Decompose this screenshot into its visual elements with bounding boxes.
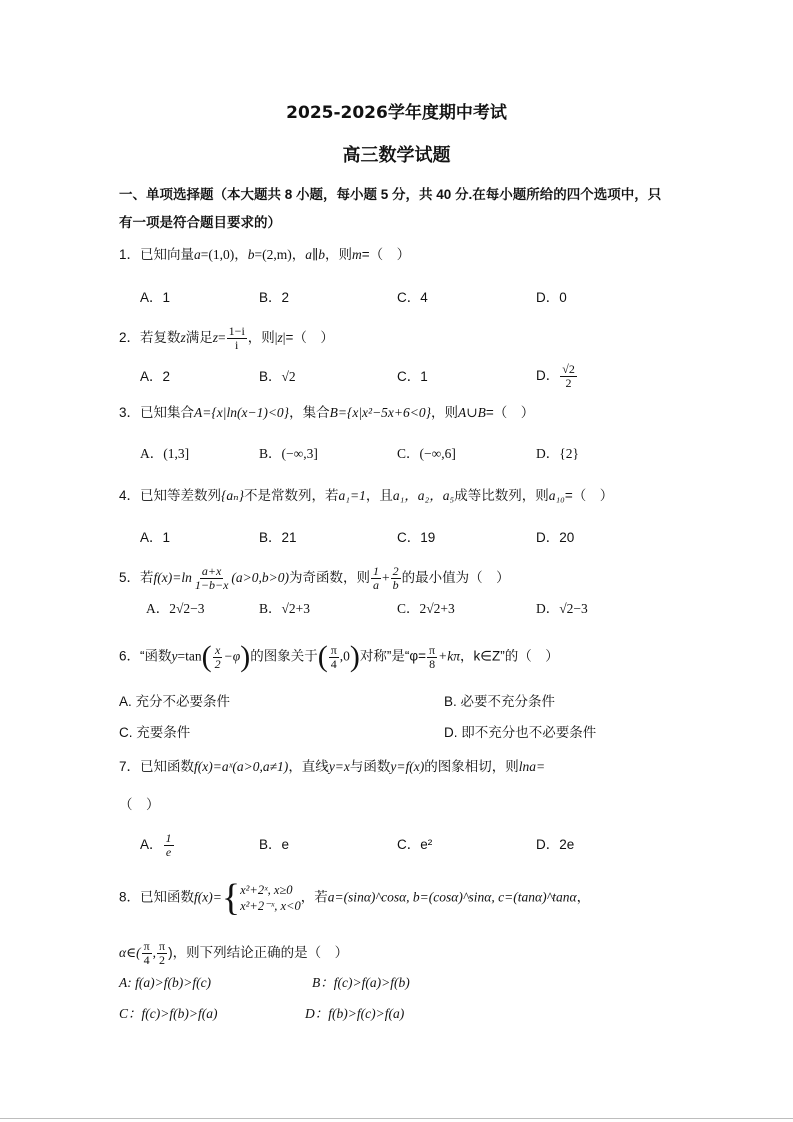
question-4: 4．已知等差数列{aₙ}不是常数列，若a₁=1，且a₁，a₂，a₅成等比数列，则a₁₀=（ ） [119,488,614,503]
q3-option-a[interactable]: A．(1,3] [140,446,190,461]
question-number: 4． [119,488,141,503]
question-1: 1．已知向量a=(1,0)，b=(2,m)，a∥b，则m=（ ） [119,247,411,262]
q4-option-b[interactable]: B．21 [259,530,297,545]
question-number: 8． [119,889,141,905]
section-heading-cont: 有一项是符合题目要求的） [119,215,281,230]
q5-option-d[interactable]: D．√2−3 [536,601,588,616]
q2-option-b[interactable]: B．√2 [259,369,296,384]
q7-option-b[interactable]: B．e [259,837,290,852]
question-8-cont: α∈( $\frac{\pi}{4}$ , $\frac{\pi}{2}$ )，则下列结论正确的是（ ） [119,939,349,967]
question-8: 8．已知函数f(x)={ x²+2ˣ, x≥0 x²+2⁻ˣ, x<0 ，若a=(sinα)^cosα, b=(cosα)^sinα, c=(tanα)^tanα， [119,877,591,919]
q2-option-a[interactable]: A．2 [140,369,171,384]
q6-option-d[interactable]: D. 即不充分也不必要条件 [444,725,597,740]
question-7-cont: （ ） [119,797,160,812]
question-number: 5． [119,570,141,586]
question-5: 5．若f(x)=ln $\frac{a+x}{1-b-x}$ (a>0,b>0)为奇函数，则 $\frac{1}{a}$ + $\frac{2}{b}$ 的最小值为（ ） [119,564,510,592]
q4-option-c[interactable]: C．19 [397,530,436,545]
question-7: 7．已知函数f(x)=aˣ(a>0,a≠1)，直线y=x与函数y=f(x)的图象相切，则lna= [119,759,546,774]
q8-option-c[interactable]: C：f(c)>f(b)>f(a) [119,1006,218,1021]
q2-option-d[interactable]: D． $\frac{√2}{2}$ [536,362,575,390]
q8-option-a[interactable]: A: f(a)>f(b)>f(c) [119,975,212,990]
question-6: 6．“函数y=tan( $\frac{x}{2}$ −φ)的图象关于( $\frac{\pi}{4}$ ,0)对称”是“φ= $\frac{\pi}{8}$ +kπ，k∈Z”的（ ） [119,640,559,673]
q8-option-b[interactable]: B：f(c)>f(a)>f(b) [312,975,410,990]
q1-option-c[interactable]: C．4 [397,290,428,305]
question-number: 3． [119,405,141,420]
q3-option-b[interactable]: B．(−∞,3] [259,446,318,461]
q8-option-d[interactable]: D：f(b)>f(c)>f(a) [305,1006,405,1021]
q5-option-c[interactable]: C．2√2+3 [397,601,455,616]
q7-option-d[interactable]: D．2e [536,837,575,852]
q7-option-c[interactable]: C．e² [397,837,433,852]
q6-option-c[interactable]: C. 充要条件 [119,725,191,740]
q2-option-c[interactable]: C．1 [397,369,428,384]
q3-option-d[interactable]: D．{2} [536,446,579,461]
section-heading: 一、单项选择题（本大题共 8 小题，每小题 5 分，共 40 分.在每小题所给的四个选项中，只 [119,187,662,202]
question-number: 7． [119,759,141,774]
q1-option-a[interactable]: A．1 [140,290,171,305]
page-bottom-divider [0,1118,793,1119]
question-number: 2． [119,330,141,346]
q4-option-d[interactable]: D．20 [536,530,575,545]
q6-option-a[interactable]: A. 充分不必要条件 [119,694,231,709]
exam-title: 2025-2026学年度期中考试 [286,103,507,123]
question-number: 6． [119,648,141,664]
q6-option-b[interactable]: B. 必要不充分条件 [444,694,556,709]
q7-option-a[interactable]: A． $\frac{1}{e}$ [140,831,172,859]
q4-option-a[interactable]: A．1 [140,530,171,545]
q1-option-d[interactable]: D．0 [536,290,567,305]
exam-subtitle: 高三数学试题 [342,145,451,166]
q1-option-b[interactable]: B．2 [259,290,290,305]
question-3: 3．已知集合A={x|ln(x−1)<0}，集合B={x|x²−5x+6<0}，则A∪B=（ ） [119,405,535,420]
question-number: 1． [119,247,141,262]
question-2: 2．若复数z满足z= $\frac{1-i}{i}$ ，则|z|=（ ） [119,324,334,352]
q5-option-a[interactable]: A．2√2−3 [146,601,205,616]
q5-option-b[interactable]: B．√2+3 [259,601,311,616]
q3-option-c[interactable]: C．(−∞,6] [397,446,456,461]
